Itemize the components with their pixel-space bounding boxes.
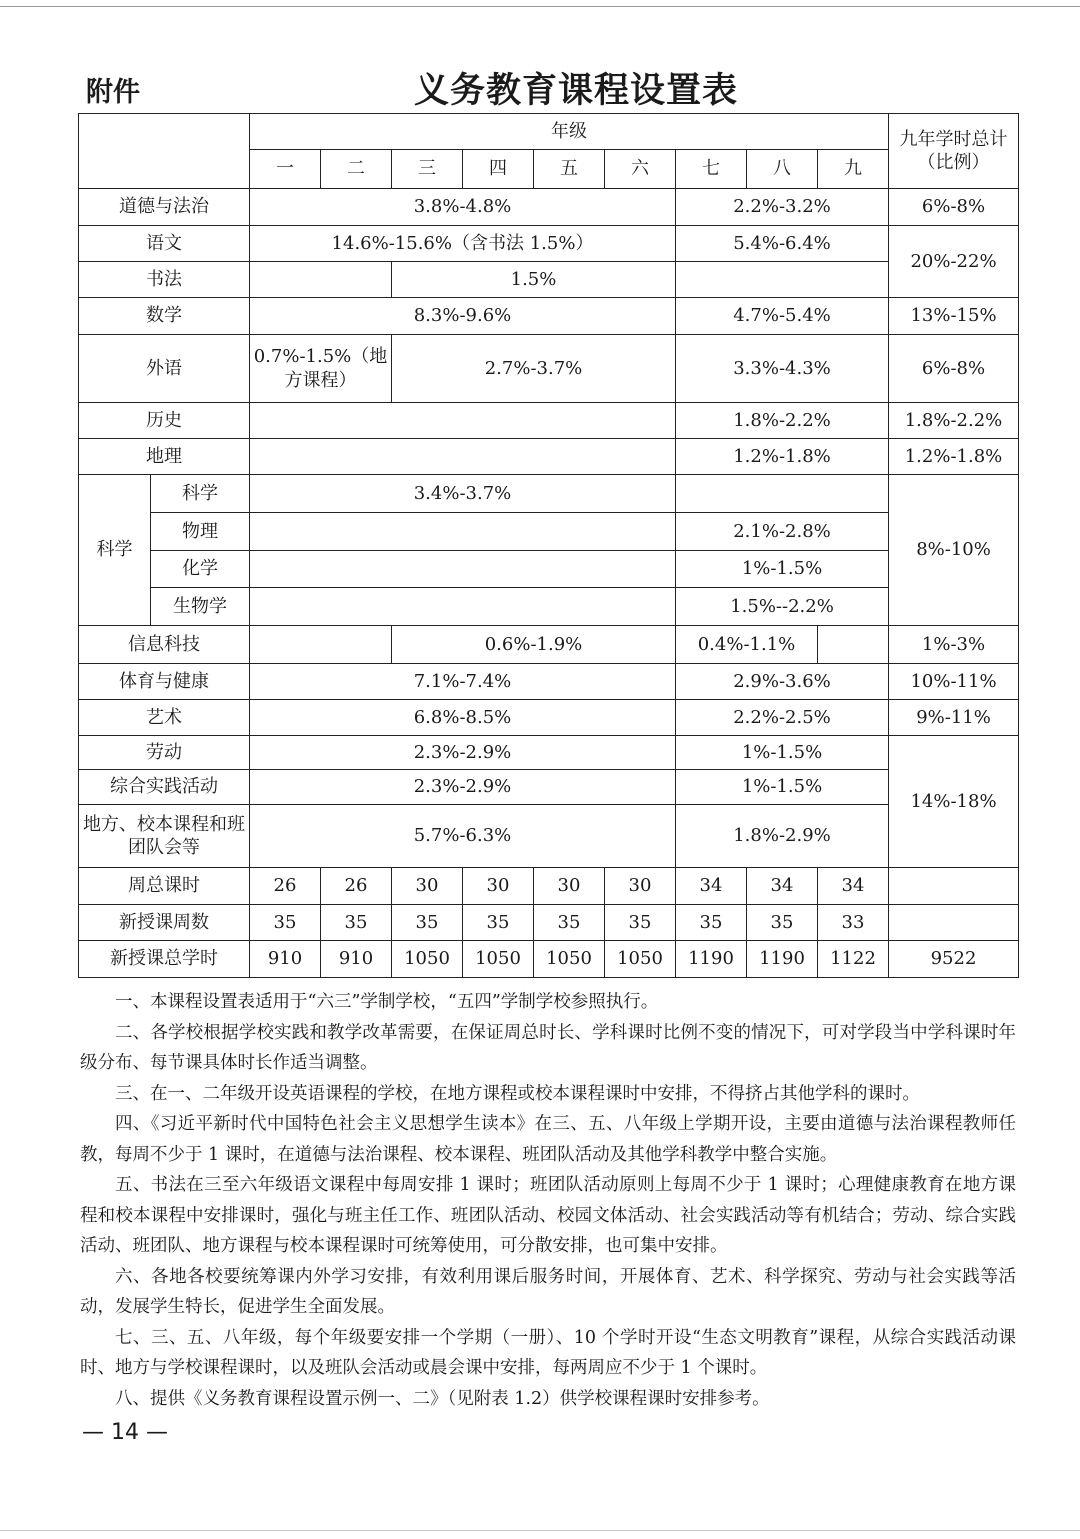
morality-junior: 2.2%-3.2% [676,189,889,226]
it-total: 1%-3% [889,626,1019,664]
chemistry-primary [250,551,676,588]
grade-1: 一 [250,150,321,189]
subject-practice: 综合实践活动 [79,770,250,805]
subject-math: 数学 [79,298,250,335]
weeks-g1: 35 [250,905,321,941]
note-4: 四、《习近平新时代中国特色社会主义思想学生读本》在三、五、八年级上学期开设，主要由道德与法治课程教师任教，每周不少于 1 课时，在道德与法治课程、校本课程、班团队活动及其他学科教学中整合实施。 [80,1114,1016,1165]
pe-primary: 7.1%-7.4% [250,664,676,700]
weekly-hours-g9: 34 [818,868,889,905]
labor-primary: 2.3%-2.9% [250,736,676,770]
grade-5: 五 [534,150,605,189]
geography-primary [250,439,676,475]
subject-biology: 生物学 [151,588,250,626]
weekly-hours-label: 周总课时 [79,868,250,905]
weeks-g5: 35 [534,905,605,941]
weeks-g7: 35 [676,905,747,941]
subject-labor: 劳动 [79,736,250,770]
curriculum-table [78,113,1019,978]
chinese-junior: 5.4%-6.4% [676,226,889,262]
weekly-hours-total [889,868,1019,905]
weeks-g3: 35 [392,905,463,941]
notes-section [80,987,1016,1414]
weeks-label: 新授课周数 [79,905,250,941]
attachment-label: 附件 [86,77,140,108]
math-total: 13%-15% [889,298,1019,335]
it-grades12 [250,626,392,664]
chinese-primary: 14.6%-15.6%（含书法 1.5%） [250,226,676,262]
local-junior: 1.8%-2.9% [676,805,889,868]
subject-science: 科学 [151,475,250,513]
total-hours-g7: 1190 [676,941,747,978]
note-1: 一、本课程设置表适用于“六三”学制学校，“五四”学制学校参照执行。 [115,992,659,1012]
weekly-hours-g3: 30 [392,868,463,905]
weekly-hours-g4: 30 [463,868,534,905]
bottom-rule [0,1530,1080,1531]
morality-primary: 3.8%-4.8% [250,189,676,226]
note-8: 八、提供《义务教育课程设置示例一、二》（见附表 1.2）供学校课程课时安排参考。 [115,1388,770,1409]
total-hours-total: 9522 [889,941,1019,978]
grade-9: 九 [818,150,889,189]
subject-calligraphy: 书法 [79,262,250,298]
grade-header: 年级 [250,114,889,150]
calligraphy-junior [676,262,889,298]
weeks-g9: 33 [818,905,889,941]
note-6: 六、各地各校要统筹课内外学习安排，有效利用课后服务时间，开展体育、艺术、科学探究、劳动与社会实践等活动，发展学生特长，促进学生全面发展。 [80,1266,1016,1317]
biology-primary [250,588,676,626]
local-primary: 5.7%-6.3% [250,805,676,868]
grade-2: 二 [321,150,392,189]
practice-primary: 2.3%-2.9% [250,770,676,805]
subject-it: 信息科技 [79,626,250,664]
total-header: 九年学时总计（比例） [889,114,1019,189]
practice-junior: 1%-1.5% [676,770,889,805]
weeks-g6: 35 [605,905,676,941]
weekly-hours-g1: 26 [250,868,321,905]
top-rule [0,6,1080,7]
total-hours-g6: 1050 [605,941,676,978]
geography-junior: 1.2%-1.8% [676,439,889,475]
weekly-hours-g6: 30 [605,868,676,905]
weekly-hours-g2: 26 [321,868,392,905]
weekly-hours-g5: 30 [534,868,605,905]
subject-geography: 地理 [79,439,250,475]
history-primary [250,403,676,439]
subject-chemistry: 化学 [151,551,250,588]
note-5: 五、书法在三至六年级语文课程中每周安排 1 课时；班团队活动原则上每周不少于 1 课时；心理健康教育在地方课程和校本课程中安排课时，强化与班主任工作、班团队活动、校园文体活动、社会实践活动等有机结合；劳动、综合实践活动、班团队、地方课程与校本课程课时可统筹使用，可分散安排，也可集中安排。 [80,1175,1016,1256]
subject-foreign: 外语 [79,335,250,403]
history-total: 1.8%-2.2% [889,403,1019,439]
weeks-g8: 35 [747,905,818,941]
art-primary: 6.8%-8.5% [250,700,676,736]
subject-physics: 物理 [151,513,250,551]
total-hours-g3: 1050 [392,941,463,978]
science-junior [676,475,889,513]
total-hours-g8: 1190 [747,941,818,978]
group-total: 14%-18% [889,736,1019,868]
note-3: 三、在一、二年级开设英语课程的学校，在地方课程或校本课程课时中安排，不得挤占其他学科的课时。 [115,1083,920,1104]
page-title: 义务教育课程设置表 [414,71,739,111]
it-grades36: 0.6%-1.9% [392,626,676,664]
total-hours-g9: 1122 [818,941,889,978]
foreign-junior: 3.3%-4.3% [676,335,889,403]
science-primary: 3.4%-3.7% [250,475,676,513]
morality-total: 6%-8% [889,189,1019,226]
foreign-grades12: 0.7%-1.5%（地方课程） [250,335,392,403]
physics-primary [250,513,676,551]
weeks-g2: 35 [321,905,392,941]
subject-morality: 道德与法治 [79,189,250,226]
subject-chinese: 语文 [79,226,250,262]
grade-8: 八 [747,150,818,189]
art-junior: 2.2%-2.5% [676,700,889,736]
subject-art: 艺术 [79,700,250,736]
total-hours-label: 新授课总学时 [79,941,250,978]
weeks-total [889,905,1019,941]
geography-total: 1.2%-1.8% [889,439,1019,475]
chinese-total: 20%-22% [889,226,1019,298]
it-grades78: 0.4%-1.1% [676,626,818,664]
corner-cell [79,114,250,189]
chemistry-junior: 1%-1.5% [676,551,889,588]
physics-junior: 2.1%-2.8% [676,513,889,551]
weekly-hours-g8: 34 [747,868,818,905]
total-hours-g2: 910 [321,941,392,978]
math-junior: 4.7%-5.4% [676,298,889,335]
grade-7: 七 [676,150,747,189]
note-7: 七、三、五、八年级，每个年级要安排一个学期（一册）、10 个学时开设“生态文明教育”课程，从综合实践活动课时、地方与学校课程课时，以及班队会活动或晨会课中安排，每两周应不少于 1 个课时。 [80,1327,1016,1378]
total-hours-g5: 1050 [534,941,605,978]
weekly-hours-g7: 34 [676,868,747,905]
weeks-g4: 35 [463,905,534,941]
foreign-grades36: 2.7%-3.7% [392,335,676,403]
grade-4: 四 [463,150,534,189]
subject-science-group: 科学 [79,475,151,626]
pe-junior: 2.9%-3.6% [676,664,889,700]
pe-total: 10%-11% [889,664,1019,700]
science-total: 8%-10% [889,475,1019,626]
calligraphy-grades12 [250,262,392,298]
math-primary: 8.3%-9.6% [250,298,676,335]
grade-6: 六 [605,150,676,189]
calligraphy-grades36: 1.5% [392,262,676,298]
grade-3: 三 [392,150,463,189]
history-junior: 1.8%-2.2% [676,403,889,439]
total-hours-g4: 1050 [463,941,534,978]
it-grade9 [818,626,889,664]
biology-junior: 1.5%--2.2% [676,588,889,626]
subject-pe: 体育与健康 [79,664,250,700]
note-2: 二、各学校根据学校实践和教学改革需要，在保证周总时长、学科课时比例不变的情况下，可对学段当中学科课时年级分布、每节课具体时长作适当调整。 [80,1022,1016,1073]
subject-history: 历史 [79,403,250,439]
subject-local: 地方、校本课程和班团队会等 [79,805,250,868]
labor-junior: 1%-1.5% [676,736,889,770]
art-total: 9%-11% [889,700,1019,736]
foreign-total: 6%-8% [889,335,1019,403]
page-number: — 14 — [82,1420,168,1445]
total-hours-g1: 910 [250,941,321,978]
